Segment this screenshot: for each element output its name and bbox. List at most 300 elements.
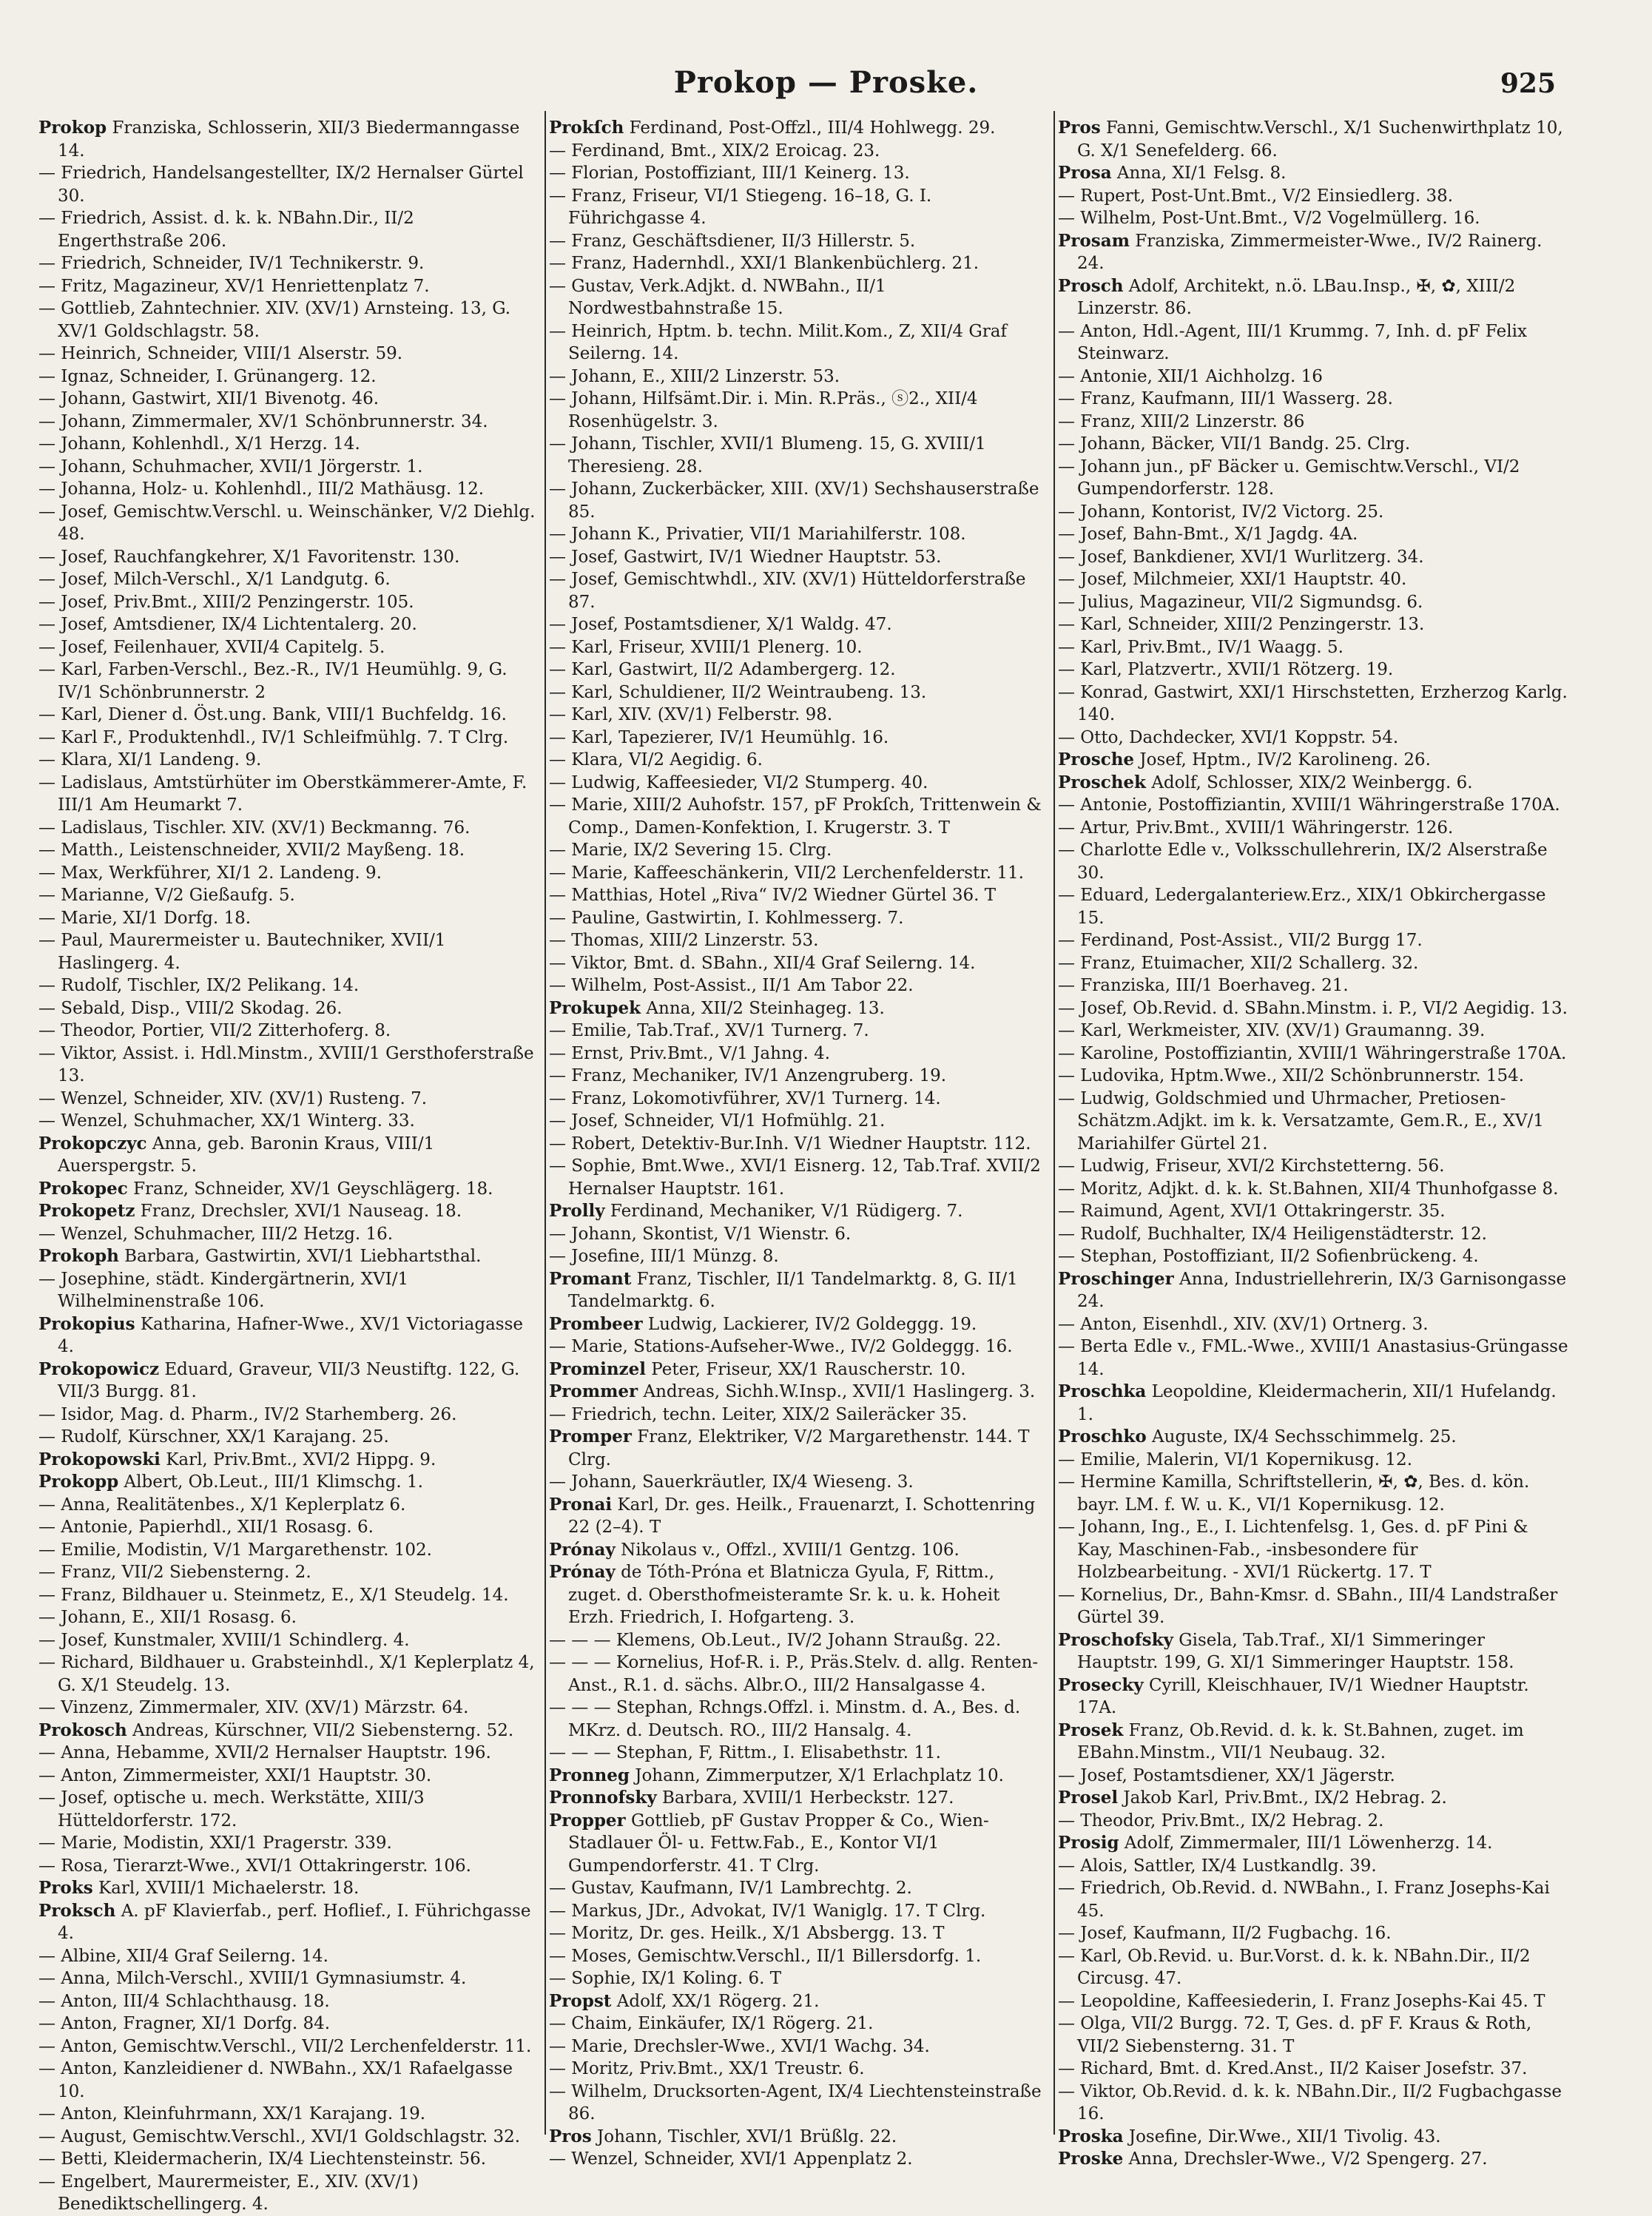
entry-text: — Ferdinand, Post-Assist., VII/2 Burgg 17. xyxy=(1058,931,1423,950)
directory-entry xyxy=(549,546,1051,569)
entry-text: — Leopoldine, Kaffeesiederin, I. Franz Josephs-Kai 45. T xyxy=(1058,1991,1545,2011)
entry-text: — Hermine Kamilla, Schriftstellerin, ✠, ✿, Bes. d. kön. bayr. LM. f. W. u. K., VI/1 Kopernikusg. 12. xyxy=(1058,1472,1530,1515)
directory-entry xyxy=(1058,681,1568,727)
directory-entry xyxy=(549,1877,1051,1900)
directory-entry xyxy=(1058,1787,1568,1810)
entry-text: — Friedrich, techn. Leiter, XIX/2 Saileräcker 35. xyxy=(549,1404,968,1424)
entry-text: — Wenzel, Schuhmacher, III/2 Hetzg. 16. xyxy=(38,1224,394,1244)
entry-text: — Johann, Kohlenhdl., X/1 Herzg. 14. xyxy=(38,434,360,454)
entry-surname: Prokop xyxy=(38,118,107,138)
entry-text: Josef, Hptm., IV/2 Karolineng. 26. xyxy=(1139,750,1431,769)
directory-entry xyxy=(549,997,1051,1020)
entry-surname: Proks xyxy=(38,1878,93,1898)
entry-text: Fanni, Gemischtw.Verschl., X/1 Suchenwirthplatz 10, G. X/1 Senefelderg. 66. xyxy=(1077,118,1563,161)
directory-entry xyxy=(38,1967,542,1990)
directory-entry xyxy=(38,1606,542,1629)
directory-entry xyxy=(549,117,1051,140)
directory-entry xyxy=(1058,2013,1568,2058)
directory-entry xyxy=(1058,1584,1568,1629)
directory-entry xyxy=(549,1426,1051,1471)
entry-surname: Propper xyxy=(549,1810,626,1831)
entry-text: — Josephine, städt. Kindergärtnerin, XVI/1 Wilhelminenstraße 106. xyxy=(38,1269,409,1311)
entry-surname: Prosam xyxy=(1058,230,1130,251)
entry-text: — Emilie, Malerin, VI/1 Kopernikusg. 12. xyxy=(1058,1449,1413,1469)
entry-text: Franz, Elektriker, V/2 Margarethenstr. 144. T Clrg. xyxy=(568,1427,1030,1469)
directory-entry xyxy=(549,613,1051,636)
entry-text: — Josef, Gemischtw.Verschl. u. Weinschänker, V/2 Diehlg. 48. xyxy=(38,502,536,544)
directory-entry xyxy=(549,1945,1051,1968)
entry-text: Anna, Industriellehrerin, IX/3 Garnisongasse 24. xyxy=(1077,1269,1567,1311)
entry-text: — Johann, E., XII/1 Rosasg. 6. xyxy=(38,1608,297,1627)
entry-text: — Josef, Bahn-Bmt., X/1 Jagdg. 4A. xyxy=(1058,525,1358,544)
entry-text: — Konrad, Gastwirt, XXI/1 Hirschstetten, Erzherzog Karlg. 140. xyxy=(1058,682,1568,724)
directory-entry xyxy=(38,1945,542,1968)
entry-text: — Johanna, Holz- u. Kohlenhdl., III/2 Mathäusg. 12. xyxy=(38,479,485,499)
entry-text: — Franziska, III/1 Boerhaveg. 21. xyxy=(1058,976,1349,995)
entry-text: Adolf, Zimmermaler, III/1 Löwenherzg. 14. xyxy=(1124,1833,1493,1853)
entry-text: — Karl, XIV. (XV/1) Felberstr. 98. xyxy=(549,705,833,724)
entry-text: — Chaim, Einkäufer, IX/1 Rögerg. 21. xyxy=(549,2014,874,2033)
entry-text: — Wenzel, Schneider, XVI/1 Appenplatz 2. xyxy=(549,2149,913,2169)
directory-entry xyxy=(549,568,1051,613)
directory-entry xyxy=(549,1313,1051,1336)
directory-entry xyxy=(1058,772,1568,795)
entry-text: — Karoline, Postoffiziantin, XVIII/1 Währingerstraße 170A. xyxy=(1058,1043,1567,1063)
entry-text: — Karl, Werkmeister, XIV. (XV/1) Graumanng. 39. xyxy=(1058,1021,1486,1040)
entry-text: — August, Gemischtw.Verschl., XVI/1 Goldschlagstr. 32. xyxy=(38,2126,521,2146)
directory-entry xyxy=(1058,366,1568,388)
directory-entry xyxy=(549,140,1051,163)
entry-text: — Sophie, IX/1 Koling. 6. T xyxy=(549,1969,782,1988)
entry-text: — Josef, Postamtsdiener, XX/1 Jägerstr. xyxy=(1058,1765,1395,1785)
directory-entry xyxy=(549,185,1051,230)
entry-text: Anna, XII/2 Steinhageg. 13. xyxy=(646,998,885,1018)
entry-text: — Sebald, Disp., VIII/2 Skodag. 26. xyxy=(38,998,343,1018)
entry-text: — Moritz, Priv.Bmt., XX/1 Treustr. 6. xyxy=(549,2059,865,2078)
entry-text: — Viktor, Ob.Revid. d. k. k. NBahn.Dir., II/2 Fugbachgasse 16. xyxy=(1058,2081,1562,2124)
entry-text: — Josef, Ob.Revid. d. SBahn.Minstm. i. P., VI/2 Aegidig. 13. xyxy=(1058,998,1568,1018)
entry-text: — Karl, Platzvertr., XVII/1 Rötzerg. 19. xyxy=(1058,660,1394,679)
directory-entry xyxy=(38,1110,542,1133)
entry-text: Eduard, Graveur, VII/3 Neustiftg. 122, G. VII/3 Burgg. 81. xyxy=(58,1359,520,1401)
entry-surname: Prokopius xyxy=(38,1313,135,1334)
directory-entry xyxy=(38,162,542,207)
directory-entry xyxy=(38,2058,542,2103)
directory-entry xyxy=(549,727,1051,750)
entry-text: — Wilhelm, Post-Assist., II/1 Am Tabor 22. xyxy=(549,976,914,995)
entry-text: — Anton, Eisenhdl., XIV. (XV/1) Ortnerg. 3. xyxy=(1058,1314,1429,1334)
entry-text: Andreas, Sichh.W.Insp., XVII/1 Haslingerg. 3. xyxy=(643,1382,1036,1401)
directory-entry xyxy=(1058,613,1568,636)
entry-text: Ludwig, Lackierer, IV/2 Goldeggg. 19. xyxy=(647,1314,977,1334)
directory-entry xyxy=(38,2035,542,2058)
entry-text: — Viktor, Bmt. d. SBahn., XII/4 Graf Seilerng. 14. xyxy=(549,953,976,973)
directory-entry xyxy=(38,727,542,750)
entry-text: — Matth., Leistenschneider, XVII/2 Mayßeng. 18. xyxy=(38,841,465,860)
entry-text: — Marie, Stations-Aufseher-Wwe., IV/2 Goldeggg. 16. xyxy=(549,1337,1013,1356)
directory-entry xyxy=(38,884,542,907)
directory-entry xyxy=(38,659,542,704)
entry-text: — Anton, Gemischtw.Verschl., VII/2 Lerchenfelderstr. 11. xyxy=(38,2036,532,2056)
entry-text: — Antonie, Papierhdl., XII/1 Rosasg. 6. xyxy=(38,1518,374,1537)
page-running-title: Prokop — Proske. xyxy=(673,65,979,100)
directory-entry xyxy=(549,1336,1051,1358)
directory-entry xyxy=(1058,659,1568,681)
directory-entry xyxy=(549,2013,1051,2035)
directory-entry xyxy=(549,636,1051,659)
entry-text: — Franz, Etuimacher, XII/2 Schallerg. 32. xyxy=(1058,953,1419,973)
entry-text: — Franz, Kaufmann, III/1 Wasserg. 28. xyxy=(1058,389,1393,408)
entry-surname: Prosch xyxy=(1058,275,1124,296)
entry-text: — Karl, Priv.Bmt., IV/1 Waagg. 5. xyxy=(1058,637,1343,657)
entry-text: — Josef, Amtsdiener, IX/4 Lichtentalerg. 20. xyxy=(38,615,417,634)
entry-surname: Proschek xyxy=(1058,772,1146,792)
directory-entry xyxy=(549,1471,1051,1494)
entry-surname: Prosig xyxy=(1058,1833,1119,1853)
directory-entry xyxy=(38,1990,542,2013)
entry-text: — Kornelius, Dr., Bahn-Kmsr. d. SBahn., III/4 Landstraßer Gürtel 39. xyxy=(1058,1585,1558,1627)
directory-entry xyxy=(1058,1855,1568,1878)
entry-text: — Ladislaus, Amtstürhüter im Oberstkämmerer-Amte, F. III/1 Am Heumarkt 7. xyxy=(38,772,527,815)
directory-entry xyxy=(38,1539,542,1562)
entry-text: — Marie, Drechsler-Wwe., XVI/1 Wachg. 34. xyxy=(549,2036,930,2056)
entry-text: Katharina, Hafner-Wwe., XV/1 Victoriagasse 4. xyxy=(58,1314,524,1356)
entry-surname: Prosek xyxy=(1058,1720,1124,1740)
directory-entry xyxy=(549,1494,1051,1539)
entry-text: — Rosa, Tierarzt-Wwe., XVI/1 Ottakringerstr. 106. xyxy=(38,1856,471,1876)
entry-text: Johann, Zimmerputzer, X/1 Erlachplatz 10. xyxy=(635,1765,1004,1785)
directory-entry xyxy=(549,366,1051,388)
directory-entry xyxy=(1058,1178,1568,1201)
directory-entry xyxy=(549,974,1051,997)
entry-text: — Johann, Tischler, XVII/1 Blumeng. 15, G. XVIII/1 Theresieng. 28. xyxy=(549,434,986,476)
entry-text: — Anton, Fragner, XI/1 Dorfg. 84. xyxy=(38,2014,331,2033)
directory-entry xyxy=(38,1629,542,1652)
directory-entry xyxy=(1058,1832,1568,1855)
directory-entry xyxy=(1058,1336,1568,1381)
entry-text: — Franz, Geschäftsdiener, II/3 Hillerstr. 5. xyxy=(549,231,916,251)
entry-text: — Richard, Bildhauer u. Grabsteinhdl., X/1 Keplerplatz 4, G. X/1 Steudelg. 13. xyxy=(38,1653,535,1695)
entry-text: — Antonie, XII/1 Aichholzg. 16 xyxy=(1058,366,1323,386)
directory-entry xyxy=(549,1110,1051,1133)
directory-entry xyxy=(1058,1945,1568,1990)
entry-text: — Rudolf, Buchhalter, IX/4 Heiligenstädterstr. 12. xyxy=(1058,1224,1487,1244)
directory-entry xyxy=(38,1877,542,1900)
entry-text: — Gottlieb, Zahntechnier. XIV. (XV/1) Arnsteing. 13, G. XV/1 Goldschlagstr. 58. xyxy=(38,299,511,341)
entry-text: Cyrill, Kleischhauer, IV/1 Wiedner Hauptstr. 17A. xyxy=(1077,1675,1529,1717)
entry-text: — Karl, Diener d. Öst.ung. Bank, VIII/1 Buchfeldg. 16. xyxy=(38,705,507,724)
directory-entry xyxy=(1058,727,1568,750)
entry-text: — Matthias, Hotel „Riva“ IV/2 Wiedner Gürtel 36. T xyxy=(549,886,997,905)
entry-text: — Theodor, Portier, VII/2 Zitterhoferg. 8. xyxy=(38,1021,391,1040)
directory-entry xyxy=(1058,162,1568,185)
directory-entry xyxy=(549,1404,1051,1427)
directory-entry xyxy=(549,772,1051,795)
entry-text: — Marie, IX/2 Severing 15. Clrg. xyxy=(549,841,832,860)
entry-text: — Karl, Schneider, XIII/2 Penzingerstr. 13. xyxy=(1058,615,1425,634)
entry-text: — Ernst, Priv.Bmt., V/1 Jahng. 4. xyxy=(549,1043,831,1063)
directory-entry xyxy=(38,1855,542,1878)
entry-text: — Heinrich, Schneider, VIII/1 Alserstr. 59. xyxy=(38,344,403,363)
entry-text: — Josef, Feilenhauer, XVII/4 Capitelg. 5. xyxy=(38,637,385,657)
entry-surname: Pronnofsky xyxy=(549,1788,657,1808)
directory-entry xyxy=(549,681,1051,704)
directory-entry xyxy=(549,1765,1051,1788)
directory-entry xyxy=(1058,1720,1568,1765)
directory-entry xyxy=(38,1088,542,1111)
directory-entry xyxy=(1058,1245,1568,1268)
entry-text: — Ludwig, Goldschmied und Uhrmacher, Pretiosen-Schätzm.Adjkt. im k. k. Versatzamte, Gem.R., E., XV/1 Mariahilfer Gürtel 21. xyxy=(1058,1088,1544,1154)
entry-text: — Rudolf, Kürschner, XX/1 Karajang. 25. xyxy=(38,1427,389,1447)
directory-entry xyxy=(549,1967,1051,1990)
entry-text: Franz, Tischler, II/1 Tandelmarktg. 8, G. II/1 Tandelmarktg. 6. xyxy=(568,1269,1018,1311)
directory-entry xyxy=(549,1922,1051,1945)
directory-entry xyxy=(38,997,542,1020)
directory-entry xyxy=(549,1810,1051,1878)
directory-entry xyxy=(1058,523,1568,546)
directory-entry xyxy=(549,1065,1051,1088)
directory-entry xyxy=(1058,2058,1568,2081)
directory-entry xyxy=(38,1561,542,1584)
entry-text: — Berta Edle v., FML.-Wwe., XVIII/1 Anastasius-Grüngasse 14. xyxy=(1058,1337,1568,1379)
entry-text: — Klara, XI/1 Landeng. 9. xyxy=(38,750,262,769)
entry-surname: Pronai xyxy=(549,1494,613,1515)
entry-text: — Johann jun., pF Bäcker u. Gemischtw.Verschl., VI/2 Gumpendorferstr. 128. xyxy=(1058,457,1520,499)
column-divider xyxy=(1053,111,1055,2135)
entry-text: Franziska, Schlosserin, XII/3 Biedermanngasse 14. xyxy=(58,118,520,161)
entry-text: — Josef, Bankdiener, XVI/1 Wurlitzerg. 34. xyxy=(1058,547,1424,567)
entry-text: — Ladislaus, Tischler. XIV. (XV/1) Beckmanng. 76. xyxy=(38,818,471,838)
directory-entry xyxy=(38,297,542,343)
entry-text: — Josef, Milch-Verschl., X/1 Landgutg. 6. xyxy=(38,570,391,589)
directory-entry xyxy=(1058,1268,1568,1313)
directory-entry xyxy=(549,1900,1051,1923)
directory-entry xyxy=(1058,1200,1568,1223)
directory-entry xyxy=(549,275,1051,320)
entry-text: Peter, Friseur, XX/1 Rauscherstr. 10. xyxy=(651,1359,966,1379)
entry-text: — Karl, Tapezierer, IV/1 Heumühlg. 16. xyxy=(549,727,889,747)
entry-text: — Anton, Zimmermeister, XXI/1 Hauptstr. 30. xyxy=(38,1765,432,1785)
directory-entry xyxy=(1058,1629,1568,1674)
entry-surname: Proschko xyxy=(1058,1427,1147,1447)
entry-text: — Robert, Detektiv-Bur.Inh. V/1 Wiedner Hauptstr. 112. xyxy=(549,1134,1031,1154)
entry-text: — Wenzel, Schuhmacher, XX/1 Winterg. 33. xyxy=(38,1111,415,1131)
entry-text: Karl, Priv.Bmt., XVI/2 Hippg. 9. xyxy=(166,1449,436,1469)
entry-text: — Otto, Dachdecker, XVI/1 Koppstr. 54. xyxy=(1058,727,1399,747)
entry-surname: Prónay xyxy=(549,1539,616,1560)
entry-text: — Josef, optische u. mech. Werkstätte, XIII/3 Hütteldorferstr. 172. xyxy=(38,1788,425,1831)
directory-entry xyxy=(1058,1043,1568,1065)
entry-text: — Anna, Realitätenbes., X/1 Keplerplatz 6. xyxy=(38,1495,406,1515)
directory-entry xyxy=(549,433,1051,478)
directory-entry xyxy=(38,388,542,411)
entry-text: — Josef, Gastwirt, IV/1 Wiedner Hauptstr. 53. xyxy=(549,547,942,567)
directory-entry xyxy=(549,1200,1051,1223)
entry-text: de Tóth-Próna et Blatnicza Gyula, F, Rittm., zuget. d. Obersthofmeisteramte Sr. k. u. k. Hoheit Erzh. Friedrich, I. Hofgarteng. 3. xyxy=(568,1563,1000,1627)
entry-text: — Paul, Maurermeister u. Bautechniker, XVII/1 Haslingerg. 4. xyxy=(38,931,446,973)
entry-text: — Heinrich, Hptm. b. techn. Milit.Kom., Z, XII/4 Graf Seilerng. 14. xyxy=(549,321,1007,363)
directory-entry xyxy=(38,817,542,840)
entry-text: — Anton, Hdl.-Agent, III/1 Krummg. 7, Inh. d. pF Felix Steinwarz. xyxy=(1058,321,1527,363)
directory-entry xyxy=(549,1043,1051,1065)
directory-entry xyxy=(1058,1155,1568,1178)
entry-text: — Marie, XI/1 Dorfg. 18. xyxy=(38,908,252,928)
entry-text: A. pF Klavierfab., perf. Hoflief., I. Führichgasse 4. xyxy=(58,1901,531,1943)
entry-surname: Prosche xyxy=(1058,750,1135,769)
directory-entry xyxy=(1058,1426,1568,1449)
entry-text: — Markus, JDr., Advokat, IV/1 Waniglg. 17. T Clrg. xyxy=(549,1901,986,1921)
entry-text: Ferdinand, Post-Offzl., III/4 Hohlwegg. 29. xyxy=(629,118,996,138)
directory-entry xyxy=(1058,1088,1568,1156)
directory-entry xyxy=(549,1133,1051,1156)
entry-text: — Anton, III/4 Schlachthausg. 18. xyxy=(38,1991,330,2011)
directory-entry xyxy=(549,1358,1051,1381)
entry-surname: Prokopetz xyxy=(38,1201,135,1221)
directory-entry xyxy=(1058,501,1568,524)
entry-surname: Promper xyxy=(549,1427,632,1447)
entry-text: — Wenzel, Schneider, XIV. (XV/1) Rusteng. 7. xyxy=(38,1088,428,1108)
entry-text: — Alois, Sattler, IX/4 Lustkandlg. 39. xyxy=(1058,1856,1377,1876)
directory-entry xyxy=(1058,388,1568,411)
directory-entry xyxy=(38,1313,542,1358)
column-divider xyxy=(545,111,546,2135)
entry-text: — Josef, Kunstmaler, XVIII/1 Schindlerg. 4. xyxy=(38,1630,410,1650)
directory-entry xyxy=(38,1471,542,1494)
directory-entry xyxy=(38,1494,542,1517)
directory-entry xyxy=(549,1787,1051,1810)
directory-entry xyxy=(38,1900,542,1945)
entry-text: Josefine, Dir.Wwe., XII/1 Tivolig. 43. xyxy=(1128,2126,1441,2146)
directory-entry xyxy=(1058,974,1568,997)
directory-entry xyxy=(1058,2081,1568,2126)
entry-text: — Karl, Schuldiener, II/2 Weintraubeng. 13. xyxy=(549,682,927,702)
entry-text: — Ludovika, Hptm.Wwe., XII/2 Schönbrunnerstr. 154. xyxy=(1058,1066,1525,1085)
directory-entry xyxy=(549,1223,1051,1246)
directory-entry xyxy=(38,2148,542,2171)
directory-entry xyxy=(1058,1020,1568,1043)
entry-surname: Prosa xyxy=(1058,163,1112,183)
directory-entry xyxy=(38,1742,542,1765)
directory-entry xyxy=(549,929,1051,952)
directory-entry xyxy=(38,1268,542,1313)
directory-entry xyxy=(1058,275,1568,320)
directory-entry xyxy=(1058,185,1568,208)
directory-entry xyxy=(38,275,542,298)
directory-entry xyxy=(549,1088,1051,1111)
entry-text: Franz, Ob.Revid. d. k. k. St.Bahnen, zuget. im EBahn.Minstm., VII/1 Neubaug. 32. xyxy=(1077,1720,1524,1762)
entry-text: — Raimund, Agent, XVI/1 Ottakringerstr. 35. xyxy=(1058,1202,1446,1221)
directory-entry xyxy=(549,2148,1051,2171)
entry-text: — Johann, E., XIII/2 Linzerstr. 53. xyxy=(549,366,840,386)
directory-entry xyxy=(38,456,542,479)
entry-text: — Josefine, III/1 Münzg. 8. xyxy=(549,1247,779,1266)
directory-entry xyxy=(549,659,1051,681)
entry-surname: Proske xyxy=(1058,2149,1124,2169)
directory-entry xyxy=(549,1268,1051,1313)
directory-entry xyxy=(38,2103,542,2126)
directory-entry xyxy=(38,772,542,817)
entry-text: — Franz, Lokomotivführer, XV/1 Turnerg. 14. xyxy=(549,1088,941,1108)
directory-entry xyxy=(38,1133,542,1178)
entry-text: — Johann, Zimmermaler, XV/1 Schönbrunnerstr. 34. xyxy=(38,411,488,431)
entry-text: — Franz, XIII/2 Linzerstr. 86 xyxy=(1058,411,1305,431)
directory-entry xyxy=(38,1043,542,1088)
entry-text: — Charlotte Edle v., Volksschullehrerin, IX/2 Alserstraße 30. xyxy=(1058,841,1548,883)
directory-entry xyxy=(38,839,542,862)
entry-surname: Prokopowski xyxy=(38,1449,161,1469)
entry-text: Anna, Drechsler-Wwe., V/2 Spengerg. 27. xyxy=(1128,2149,1488,2169)
directory-entry xyxy=(38,613,542,636)
entry-text: — Friedrich, Ob.Revid. d. NWBahn., I. Franz Josephs-Kai 45. xyxy=(1058,1879,1550,1921)
entry-text: Karl, Dr. ges. Heilk., Frauenarzt, I. Schottenring 22 (2–4). T xyxy=(568,1495,1036,1537)
directory-entry xyxy=(549,1539,1051,1562)
directory-entry xyxy=(38,1358,542,1404)
directory-entry xyxy=(38,2013,542,2035)
directory-entry xyxy=(1058,997,1568,1020)
entry-text: — Antonie, Postoffiziantin, XVIII/1 Währingerstraße 170A. xyxy=(1058,795,1560,815)
entry-surname: Prommer xyxy=(549,1381,638,1401)
directory-entry xyxy=(549,1990,1051,2013)
entry-text: — Franz, Friseur, VI/1 Stiegeng. 16–18, G. I. Führichgasse 4. xyxy=(549,186,932,228)
directory-entry xyxy=(549,523,1051,546)
entry-text: — Johann, Sauerkräutler, IX/4 Wieseng. 3. xyxy=(549,1472,914,1492)
entry-text: — Karl, Gastwirt, II/2 Adambergerg. 12. xyxy=(549,660,896,679)
entry-text: Franz, Schneider, XV/1 Geyschlägerg. 18. xyxy=(133,1179,493,1199)
directory-entry xyxy=(1058,749,1568,772)
entry-surname: Prokopczyc xyxy=(38,1133,147,1154)
entry-surname: Prokupek xyxy=(549,997,641,1018)
entry-text: — Friedrich, Schneider, IV/1 Technikerstr. 9. xyxy=(38,254,425,273)
entry-text: — Max, Werkführer, XI/1 2. Landeng. 9. xyxy=(38,863,382,883)
entry-surname: Pros xyxy=(1058,118,1101,138)
entry-surname: Prominzel xyxy=(549,1358,646,1379)
entry-surname: Propst xyxy=(549,1990,612,2011)
entry-text: — — — Kornelius, Hof-R. i. P., Präs.Stelv. d. allg. Renten-Anst., R.1. d. sächs. Albr.O., III/2 Hansalgasse 4. xyxy=(549,1653,1039,1695)
entry-text: — Anton, Kleinfuhrmann, XX/1 Karajang. 19. xyxy=(38,2104,426,2124)
entry-text: Johann, Tischler, XVI/1 Brüßlg. 22. xyxy=(597,2126,897,2146)
entry-surname: Prosel xyxy=(1058,1788,1119,1808)
directory-entry xyxy=(549,2126,1051,2149)
entry-text: — Karl F., Produktenhdl., IV/1 Schleifmühlg. 7. T Clrg. xyxy=(38,727,509,747)
directory-entry xyxy=(549,230,1051,253)
entry-text: — Rupert, Post-Unt.Bmt., V/2 Einsiedlerg. 38. xyxy=(1058,186,1454,206)
directory-entry xyxy=(1058,1810,1568,1833)
entry-text: — Friedrich, Handelsangestellter, IX/2 Hernalser Gürtel 30. xyxy=(38,164,524,206)
directory-entry xyxy=(38,1200,542,1223)
entry-text: — Franz, VII/2 Siebensterng. 2. xyxy=(38,1563,311,1582)
entry-text: Anna, geb. Baronin Kraus, VIII/1 Auerspergstr. 5. xyxy=(58,1134,435,1176)
directory-entry xyxy=(38,207,542,252)
directory-entry xyxy=(549,952,1051,975)
entry-text: — Ferdinand, Bmt., XIX/2 Eroicag. 23. xyxy=(549,141,880,161)
entry-text: Barbara, XVIII/1 Herbeckstr. 127. xyxy=(662,1788,954,1808)
entry-text: Jakob Karl, Priv.Bmt., IX/2 Hebrag. 2. xyxy=(1123,1788,1447,1808)
entry-text: — Johann, Zuckerbäcker, XIII. (XV/1) Sechshauserstraße 85. xyxy=(549,479,1039,522)
directory-entry xyxy=(549,1561,1051,1629)
entry-text: — Richard, Bmt. d. Kred.Anst., II/2 Kaiser Josefstr. 37. xyxy=(1058,2059,1528,2078)
directory-entry xyxy=(1058,320,1568,366)
entry-text: — Johann, Gastwirt, XII/1 Bivenotg. 46. xyxy=(38,389,380,408)
entry-text: Andreas, Kürschner, VII/2 Siebensterng. 52. xyxy=(132,1720,514,1740)
directory-entry xyxy=(38,478,542,501)
entry-surname: Prokosch xyxy=(38,1720,127,1740)
directory-entry xyxy=(549,1155,1051,1200)
directory-entry xyxy=(1058,117,1568,162)
entry-text: Karl, XVIII/1 Michaelerstr. 18. xyxy=(98,1879,360,1898)
entry-text: Franziska, Zimmermeister-Wwe., IV/2 Rainerg. 24. xyxy=(1077,231,1543,273)
directory-entry xyxy=(1058,1765,1568,1788)
directory-entry xyxy=(1058,2148,1568,2171)
